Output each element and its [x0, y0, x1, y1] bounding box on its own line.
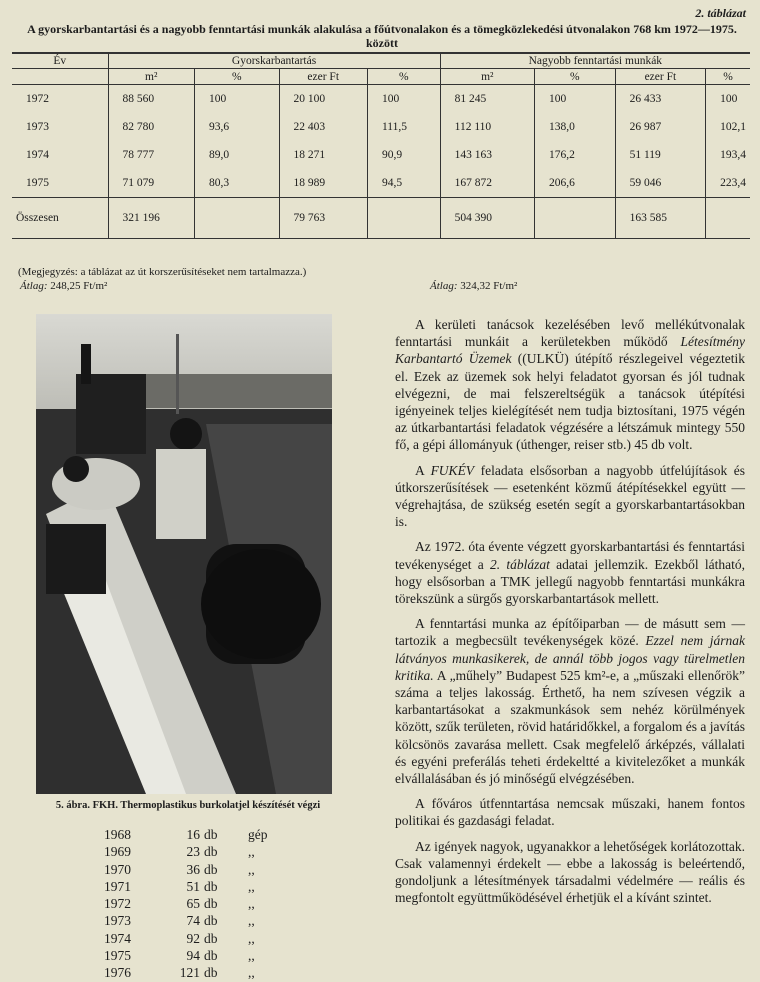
paragraph: A főváros útfenntartása nemcsak műszaki, hanem fontos politikai és gazdasági feladat.: [395, 796, 745, 829]
header-group1: Gyorskarbantartás: [108, 53, 440, 69]
cell: 176,2: [535, 141, 616, 169]
cell: 100: [720, 93, 738, 105]
cell: 111,5: [367, 113, 440, 141]
cell: 100: [367, 85, 440, 114]
average-right: Átlag: 324,32 Ft/m²: [430, 280, 518, 292]
cell: 22 403: [279, 113, 367, 141]
cell: 78 777: [108, 141, 194, 169]
figure-caption: 5. ábra. FKH. Thermoplastikus burkolatjel készítését végzi: [55, 800, 321, 811]
list-item: 1968 16 db gép: [104, 827, 268, 842]
table-row: [12, 113, 750, 141]
paragraph: A fenntartási munka az építőiparban — de másutt sem — tartozik a megbecsült tevékenységek közé. Ezzel nem járnak látványos munkasikerek, de annál több jogos vagy türelmetlen kritika. A „műhely” Budapest 525 km²-e, a „műszaki ellenőrök” száma a teljes lakosság. Érthető, ha nem szívesen végzik a karbantartásokat a szakmunkások sem nehéz körülmények között, szűk területen, rövid határidőkkel, a forgalom és a javítás kölcsönös zavarása mellett. Csak megfelelő árképzés, vállalati és egyéni preferálás teheti érdekeltté a kivitelezőket a munkák elvállalásában és jó minőségű elvégzésében.: [395, 616, 746, 787]
cell: 143 163: [440, 141, 534, 169]
cell: 206,6: [535, 169, 616, 198]
cell: 81 245: [440, 85, 534, 114]
cell: [194, 198, 279, 239]
cell: 18 271: [279, 141, 367, 169]
cell: 94,5: [367, 169, 440, 198]
cell: 167 872: [440, 169, 534, 198]
cell: 79 763: [279, 198, 367, 239]
cell: 26 987: [615, 113, 706, 141]
subheader: ezer Ft: [615, 69, 706, 85]
list-item: 1974 92 db ,,: [104, 930, 255, 946]
cell: 223,4: [720, 177, 746, 189]
cell: 112 110: [440, 113, 534, 141]
cell: 89,0: [194, 141, 279, 169]
subheader: %: [367, 69, 440, 85]
cell: 18 989: [279, 169, 367, 198]
cell: 71 079: [108, 169, 194, 198]
list-item: 1970 36 db ,,: [104, 861, 255, 877]
list-item: 1973 74 db ,,: [104, 913, 255, 929]
list-item: 1975 94 db ,,: [104, 948, 255, 964]
cell: 193,4: [720, 149, 746, 161]
paragraph: Az 1972. óta évente végzett gyorskarbantartási és fenntartási tevékenységet a 2. táblázat adatai jellemzik. Ezekből látható, hogy elsősorban a TMK jellegű nagyobb fenntartási munkákra törekszünk a sürgős gyorskarbantartások mellett.: [395, 539, 745, 607]
paragraph: Az igények nagyok, ugyanakkor a lehetőségek korlátozottak. Csak valamennyi érdekelt — ebbe a lakosság is beleértendő, gondoljunk a létesítmények társadalmi védelmére — reális és megfontolt együttműködésével érhetjük el a kívánt szintet.: [395, 838, 745, 906]
paragraph: A kerületi tanácsok kezelésében levő mellékútvonalak fenntartási munkáit a kerületekben működő Létesítmény Karbantartó Üzemek ((ULKÜ) útépítő részlegeivel végeztetik el. Ezek az üzemek sok helyi feladatot gyorsan és jól tudnak elvégezni, de mai felszereltségük a tanácsok útépítési igényeinek teljes kielégítését nem tudja biztosítani, 1975 végén az útkarbantartási feladatok végzésére a létszámuk mintegy 550 fő, a gépi állományuk (úthenger, reiser stb.) 45 db volt.: [395, 317, 745, 453]
list-item: 1969 23 db ,,: [104, 844, 255, 860]
list-item: 1976 121 db ,,: [104, 965, 255, 981]
table-row: [12, 169, 750, 198]
cell: 82 780: [108, 113, 194, 141]
article-body: [395, 316, 745, 915]
cell: 88 560: [108, 85, 194, 114]
cell: [367, 198, 440, 239]
subheader: m²: [440, 69, 534, 85]
cell: 100: [535, 85, 616, 114]
cell: 102,1: [720, 121, 746, 133]
header-group2: Nagyobb fenntartási munkák: [440, 53, 750, 69]
cell-year: 1973: [12, 113, 108, 141]
cell: 504 390: [440, 198, 534, 239]
cell: 20 100: [279, 85, 367, 114]
cell: 59 046: [615, 169, 706, 198]
subheader: %: [194, 69, 279, 85]
cell-year: 1975: [12, 169, 108, 198]
road-marking-photo: [36, 314, 332, 794]
average-left: Átlag: 248,25 Ft/m²: [20, 280, 108, 292]
cell: 93,6: [194, 113, 279, 141]
cell: 26 433: [615, 85, 706, 114]
maintenance-table: [12, 52, 750, 239]
list-item: 1972 65 db ,,: [104, 896, 255, 912]
cell: 100: [194, 85, 279, 114]
header-year: Év: [12, 53, 108, 69]
table-caption: A gyorskarbantartási és a nagyobb fenntartási munkák alakulása a főútvonalakon és a tömegközlekedési útvonalakon 768 km 1972—1975. között: [27, 22, 737, 50]
table-number: 2. táblázat: [695, 6, 746, 20]
subheader: ezer Ft: [279, 69, 367, 85]
total-label: Összesen: [12, 198, 108, 239]
cell: 163 585: [615, 198, 706, 239]
cell: [706, 198, 750, 239]
paragraph: A FUKÉV feladata elsősorban a nagyobb útfelújítások és útkorszerűsítések — esetenként közmű átépítésekkel együtt — végrehajtása, de szükség esetén segít a gyorskarbantartásokban is.: [395, 462, 745, 530]
subheader: %: [535, 69, 616, 85]
subheader: m²: [108, 69, 194, 85]
cell: 51 119: [615, 141, 706, 169]
cell: 80,3: [194, 169, 279, 198]
table-total-row: [12, 198, 750, 239]
subheader: %: [706, 69, 750, 85]
cell-year: 1974: [12, 141, 108, 169]
table-row: [12, 85, 750, 114]
cell-year: 1972: [12, 85, 108, 114]
machine-count-list: [104, 826, 268, 982]
cell: [535, 198, 616, 239]
table-note: (Megjegyzés: a táblázat az út korszerűsítéseket nem tartalmazza.): [18, 266, 307, 278]
table-row: [12, 141, 750, 169]
list-item: 1971 51 db ,,: [104, 878, 255, 894]
cell: 321 196: [108, 198, 194, 239]
cell: 90,9: [367, 141, 440, 169]
cell: 138,0: [535, 113, 616, 141]
